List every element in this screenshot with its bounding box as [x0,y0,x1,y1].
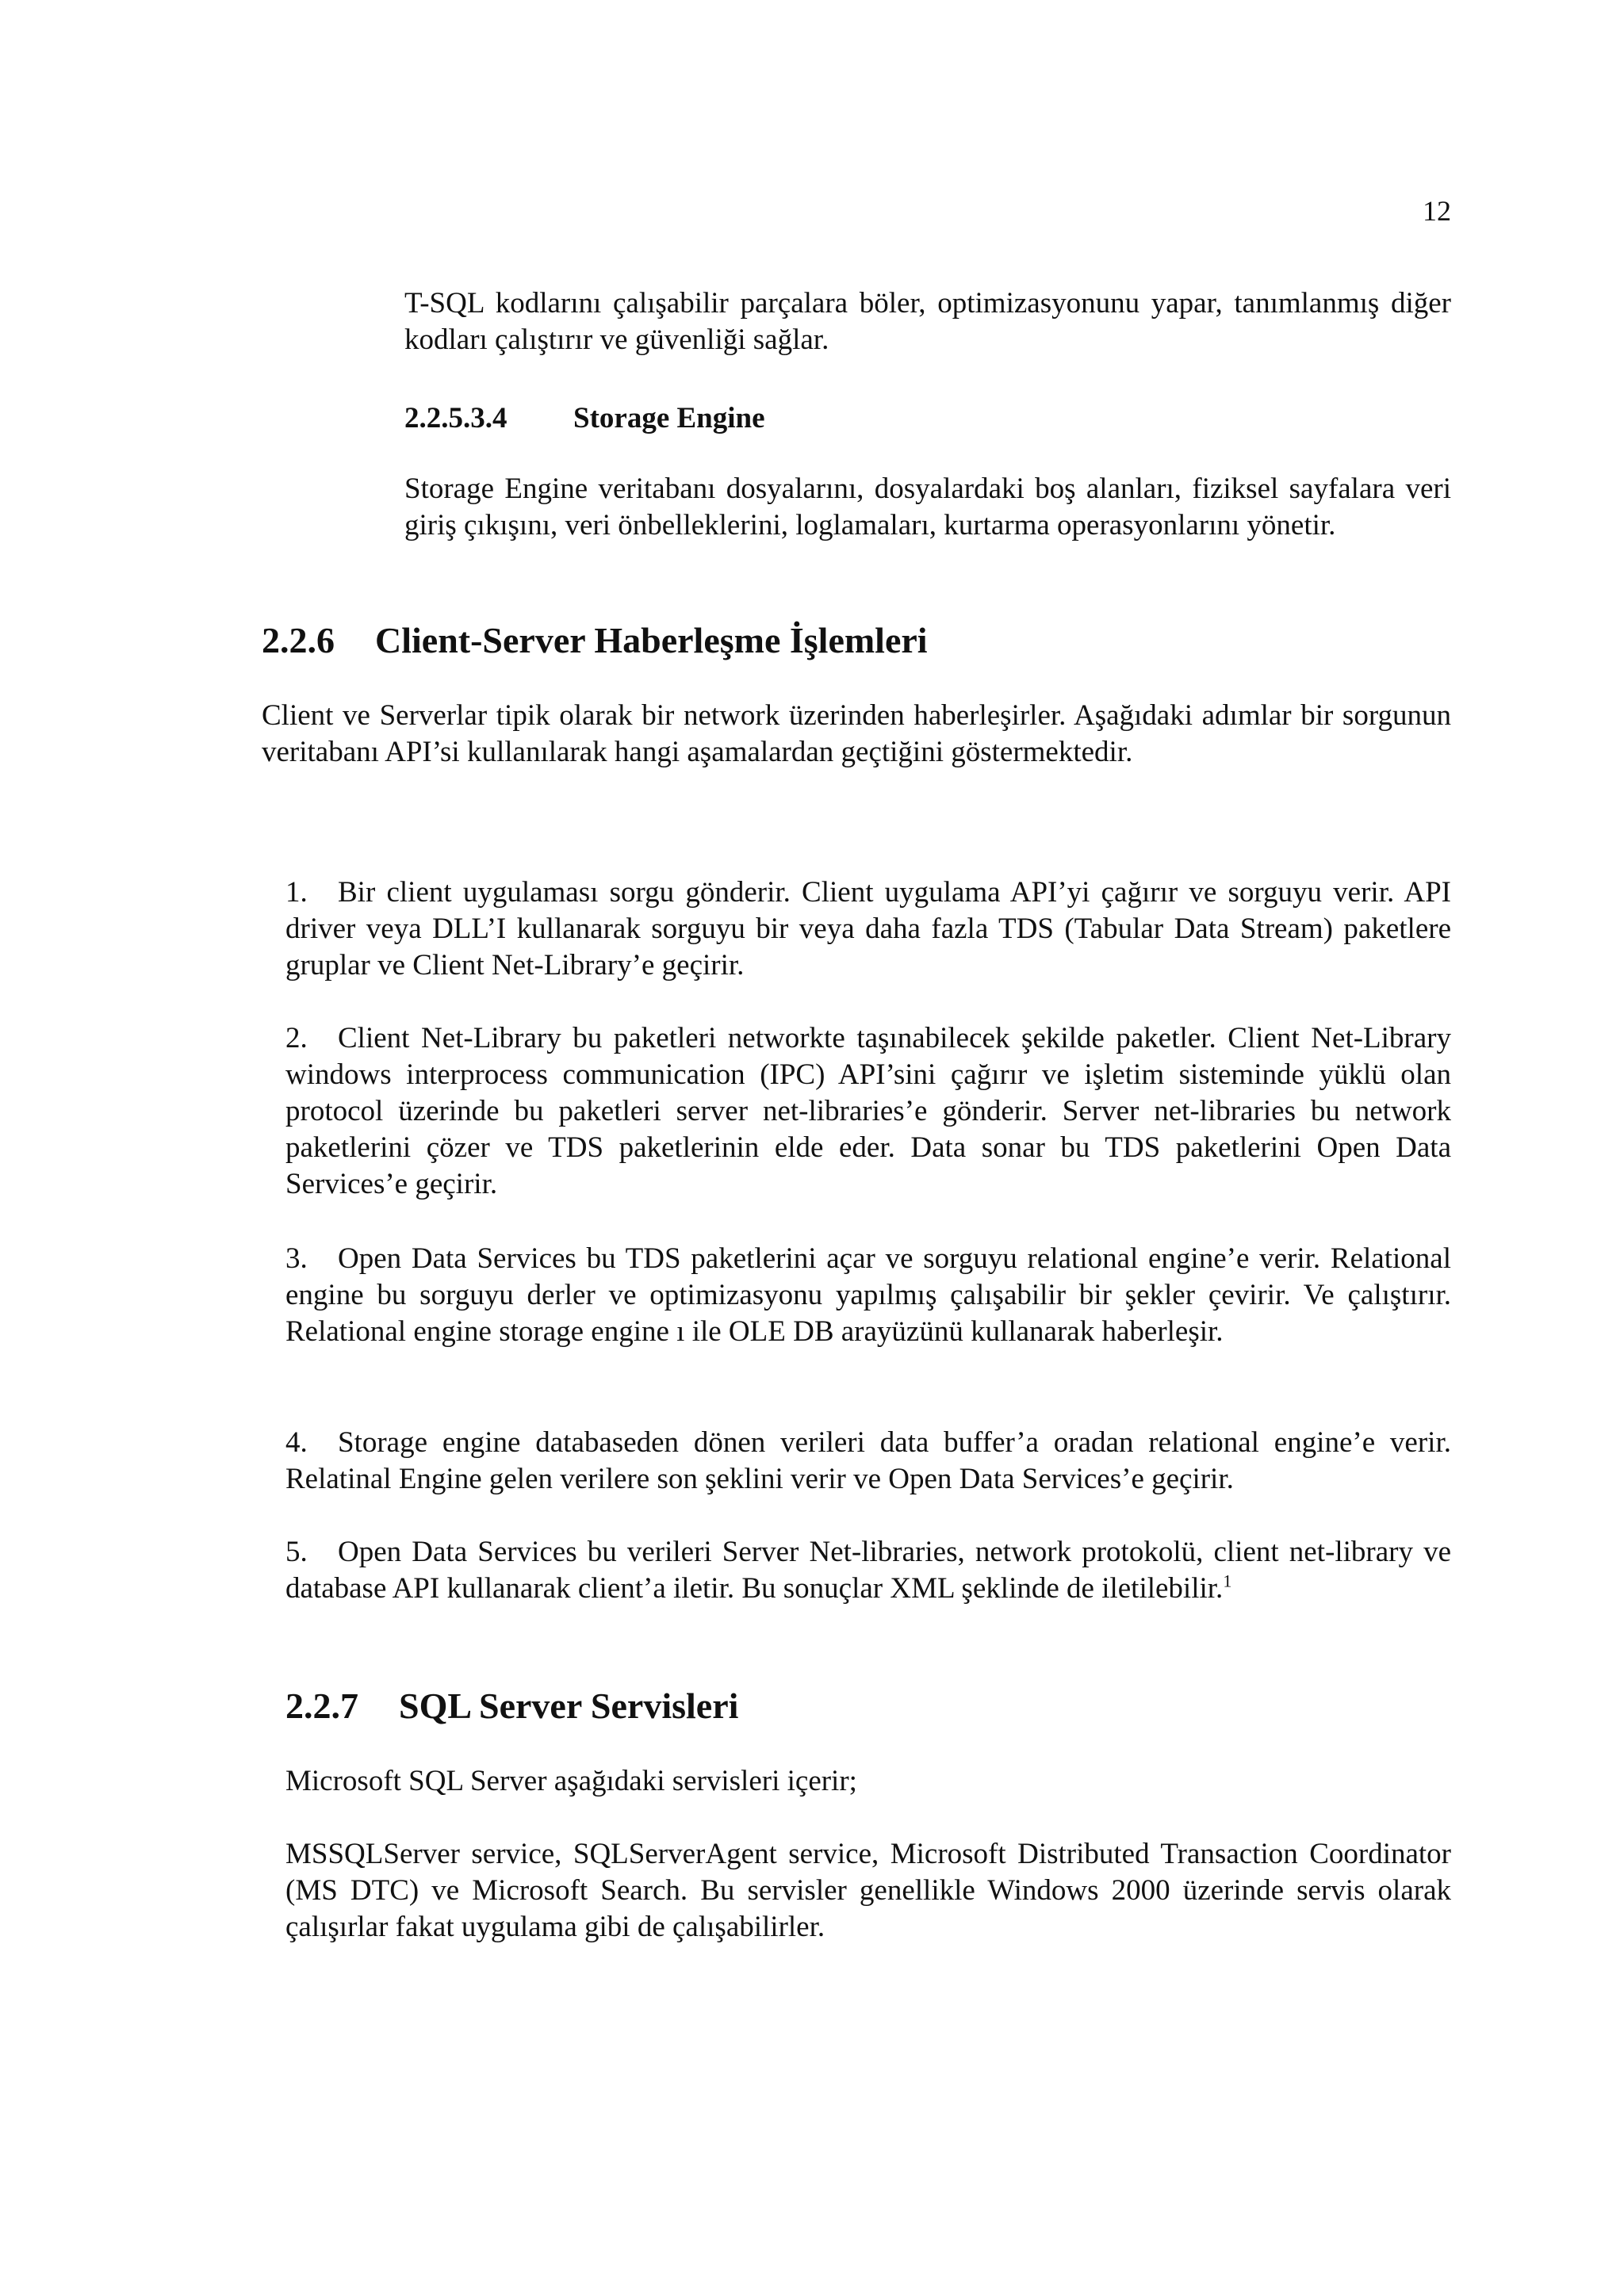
subsection-heading-storage-engine [404,400,765,437]
list-item-step-5 [285,1534,1451,1607]
list-text: Client Net-Library bu paketleri networkte taşınabilecek şekilde paketler. Client Net-Library windows interprocess communication (IPC) API’sini çağırır ve işletim sisteminde yüklü olan protocol üzerinde bu paketleri server net-libraries’e gönderir. Server net-libraries bu network paketlerini çözer ve TDS paketlerinin elde eder. Data sonar bu TDS paketlerini Open Data Services’e geçirir. [285,1022,1451,1200]
list-number: 1. [285,876,308,909]
section-heading-2-2-7 [285,1684,738,1728]
footnote-marker: 1 [1223,1571,1232,1591]
list-item-step-4 [285,1425,1451,1498]
sql-services-paragraph: MSSQLServer service, SQLServerAgent service, Microsoft Distributed Transaction Coordinator (MS DTC) ve Microsoft Search. Bu servisler genellikle Windows 2000 üzerinde servis olarak çalışırlar fakat uygulama gibi de çalışabilirler. [285,1838,1451,1943]
list-item-step-2 [285,1020,1451,1203]
list-text: Storage engine databaseden dönen verileri data buffer’a oradan relational engine’e verir. Relatinal Engine gelen verilere son şeklini verir ve Open Data Services’e geçirir. [285,1426,1451,1495]
list-text: Open Data Services bu TDS paketlerini açar ve sorguyu relational engine’e verir. Relational engine bu sorguyu derler ve optimizasyonu yapılmış çalışabilir bir şekler çevirir. Ve çalıştırır. Relational engine storage engine ı ile OLE DB arayüzünü kullanarak haberleşir. [285,1242,1451,1348]
section-title: Client-Server Haberleşme İşlemleri [375,620,928,660]
storage-engine-paragraph: Storage Engine veritabanı dosyalarını, dosyalardaki boş alanları, fiziksel sayfalara veri giriş çıkışını, veri önbelleklerini, loglamaları, kurtarma operasyonlarını yönetir. [404,473,1451,541]
section-number: 2.2.7 [285,1686,358,1726]
subsection-number: 2.2.5.3.4 [404,402,508,434]
subsection-title: Storage Engine [573,402,765,434]
section-heading-2-2-6 [262,618,928,663]
intro-paragraph: T-SQL kodlarını çalışabilir parçalara böler, optimizasyonunu yapar, tanımlanmış diğer kodları çalıştırır ve güvenliği sağlar. [404,287,1451,356]
sql-services-intro: Microsoft SQL Server aşağıdaki servisleri içerir; [285,1765,857,1797]
client-server-paragraph: Client ve Serverlar tipik olarak bir network üzerinden haberleşirler. Aşağıdaki adımlar bir sorgunun veritabanı API’si kullanılarak hangi aşamalardan geçtiğini göstermektedir. [262,699,1451,768]
page-number: 12 [1423,195,1451,227]
list-text: Open Data Services bu verileri Server Net-libraries, network protokolü, client net-library ve database API kullanarak client’a iletir. Bu sonuçlar XML şeklinde de iletilebilir. [285,1536,1451,1605]
section-number: 2.2.6 [262,620,335,660]
list-number: 2. [285,1022,308,1054]
section-title: SQL Server Servisleri [399,1686,739,1726]
list-item-step-3 [285,1241,1451,1350]
list-text: Bir client uygulaması sorgu gönderir. Client uygulama API’yi çağırır ve sorguyu verir. API driver veya DLL’I kullanarak sorguyu bir veya daha fazla TDS (Tabular Data Stream) paketlere gruplar ve Client Net-Library’e geçirir. [285,876,1451,982]
list-item-step-1 [285,874,1451,984]
list-number: 3. [285,1242,308,1275]
list-number: 4. [285,1426,308,1459]
list-number: 5. [285,1536,308,1568]
